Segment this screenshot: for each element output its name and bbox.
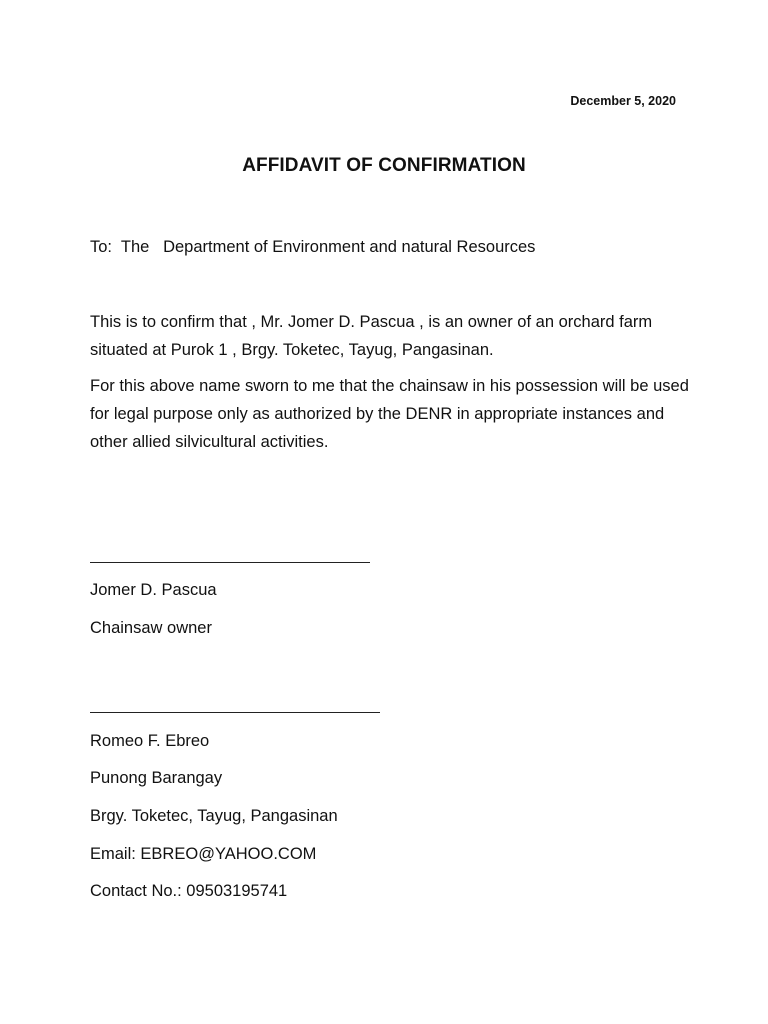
sworn-statement-paragraph: For this above name sworn to me that the chainsaw in his possession will be used for legal purpose only as authorized by the DENR in appropriate instances and other allied silvicultural activities. — [90, 377, 689, 451]
contact-email: Email: EBREO@YAHOO.COM — [90, 845, 317, 863]
confirmation-paragraph: This is to confirm that , Mr. Jomer D. Pascua , is an owner of an orchard farm situated at Purok 1 , Brgy. Toketec, Tayug, Pangasinan. — [90, 313, 653, 359]
addressee-line: To: The Department of Environment and natural Resources — [90, 238, 536, 256]
barangay-captain-signature-line — [90, 712, 380, 713]
barangay-address: Brgy. Toketec, Tayug, Pangasinan — [90, 807, 338, 825]
barangay-captain-name: Romeo F. Ebreo — [90, 732, 210, 750]
document-title: AFFIDAVIT OF CONFIRMATION — [242, 155, 526, 176]
owner-signature-line — [90, 562, 370, 563]
document-date: December 5, 2020 — [570, 94, 676, 108]
barangay-captain-role: Punong Barangay — [90, 769, 223, 787]
contact-number: Contact No.: 09503195741 — [90, 882, 288, 900]
owner-name: Jomer D. Pascua — [90, 581, 217, 599]
owner-role: Chainsaw owner — [90, 619, 212, 637]
